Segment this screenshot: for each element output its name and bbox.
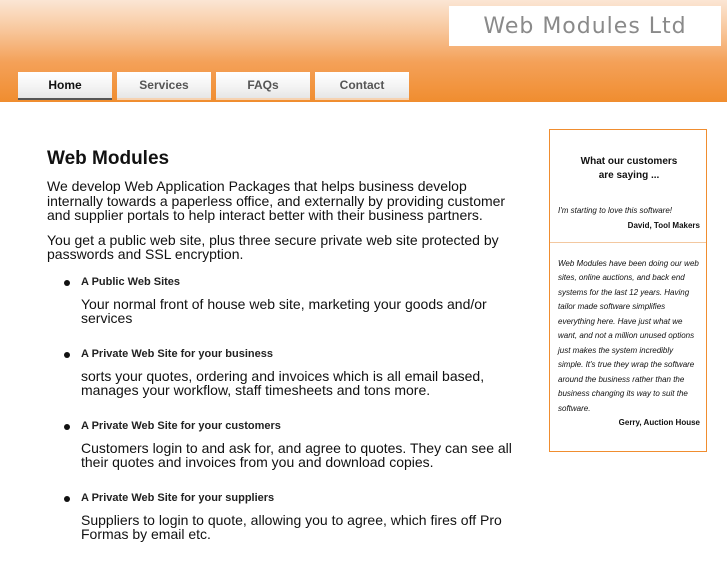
bullet-icon xyxy=(64,280,70,286)
testimonial-quote: I'm starting to love this software! xyxy=(558,206,673,215)
nav-tab-faqs[interactable]: FAQs xyxy=(216,72,310,100)
feature-list xyxy=(47,276,517,542)
header-banner xyxy=(0,0,727,102)
feature-item xyxy=(47,420,517,470)
feature-title: A Private Web Site for your suppliers xyxy=(81,491,275,504)
testimonial-author: Gerry, Auction House xyxy=(618,418,700,427)
nav-tab-home[interactable]: Home xyxy=(18,72,112,100)
bullet-icon xyxy=(64,496,70,502)
feature-item xyxy=(47,276,517,326)
testimonial-author: David, Tool Makers xyxy=(627,220,700,230)
bullet-icon xyxy=(64,352,70,358)
feature-description: Your normal front of house web site, marketing your goods and/or services xyxy=(81,295,487,326)
feature-description: Suppliers to login to quote, allowing you to agree, which fires off Pro Formas by email etc. xyxy=(81,511,502,542)
nav-tab-contact[interactable]: Contact xyxy=(315,72,409,100)
main-content xyxy=(47,148,517,564)
nav-tab-services[interactable]: Services xyxy=(117,72,211,100)
main-nav xyxy=(18,72,414,100)
intro-paragraph-2: You get a public web site, plus three secure private web site protected by passwords and SSL encryption. xyxy=(47,231,499,262)
feature-title: A Private Web Site for your business xyxy=(81,347,273,360)
feature-title: A Private Web Site for your customers xyxy=(81,419,281,432)
testimonials-panel xyxy=(549,129,707,452)
testimonials-title-line2: are saying ... xyxy=(598,170,660,181)
page-title: Web Modules xyxy=(47,148,170,169)
logo-text: Web Modules Ltd xyxy=(483,13,687,39)
feature-description: sorts your quotes, ordering and invoices which is all email based, manages your workflow, staff timesheets and tons more. xyxy=(81,367,485,398)
feature-title: A Public Web Sites xyxy=(81,275,181,288)
feature-description: Customers login to and ask for, and agree to quotes. They can see all their quotes and invoices from you and download copies. xyxy=(81,439,512,470)
intro-paragraph: We develop Web Application Packages that helps business develop internally towards a paperless office, and externally by providing customer and supplier portals to help interact better with their business partners. xyxy=(47,178,506,223)
feature-item xyxy=(47,492,517,542)
testimonials-title-line1: What our customers xyxy=(580,156,678,167)
logo[interactable] xyxy=(449,6,721,46)
testimonial-quote: Web Modules have been doing our web sites, online auctions, and back end systems for the last 12 years. Having tailor made software simplifies everything here. Have just what we want, and not a million unused options just makes the system incredibly simple. It's true they wrap the software around the business rather than the business changing its way to suit the software. xyxy=(558,258,699,413)
testimonials-title xyxy=(558,155,700,183)
feature-item xyxy=(47,348,517,398)
testimonial-divider xyxy=(550,242,706,243)
bullet-icon xyxy=(64,424,70,430)
